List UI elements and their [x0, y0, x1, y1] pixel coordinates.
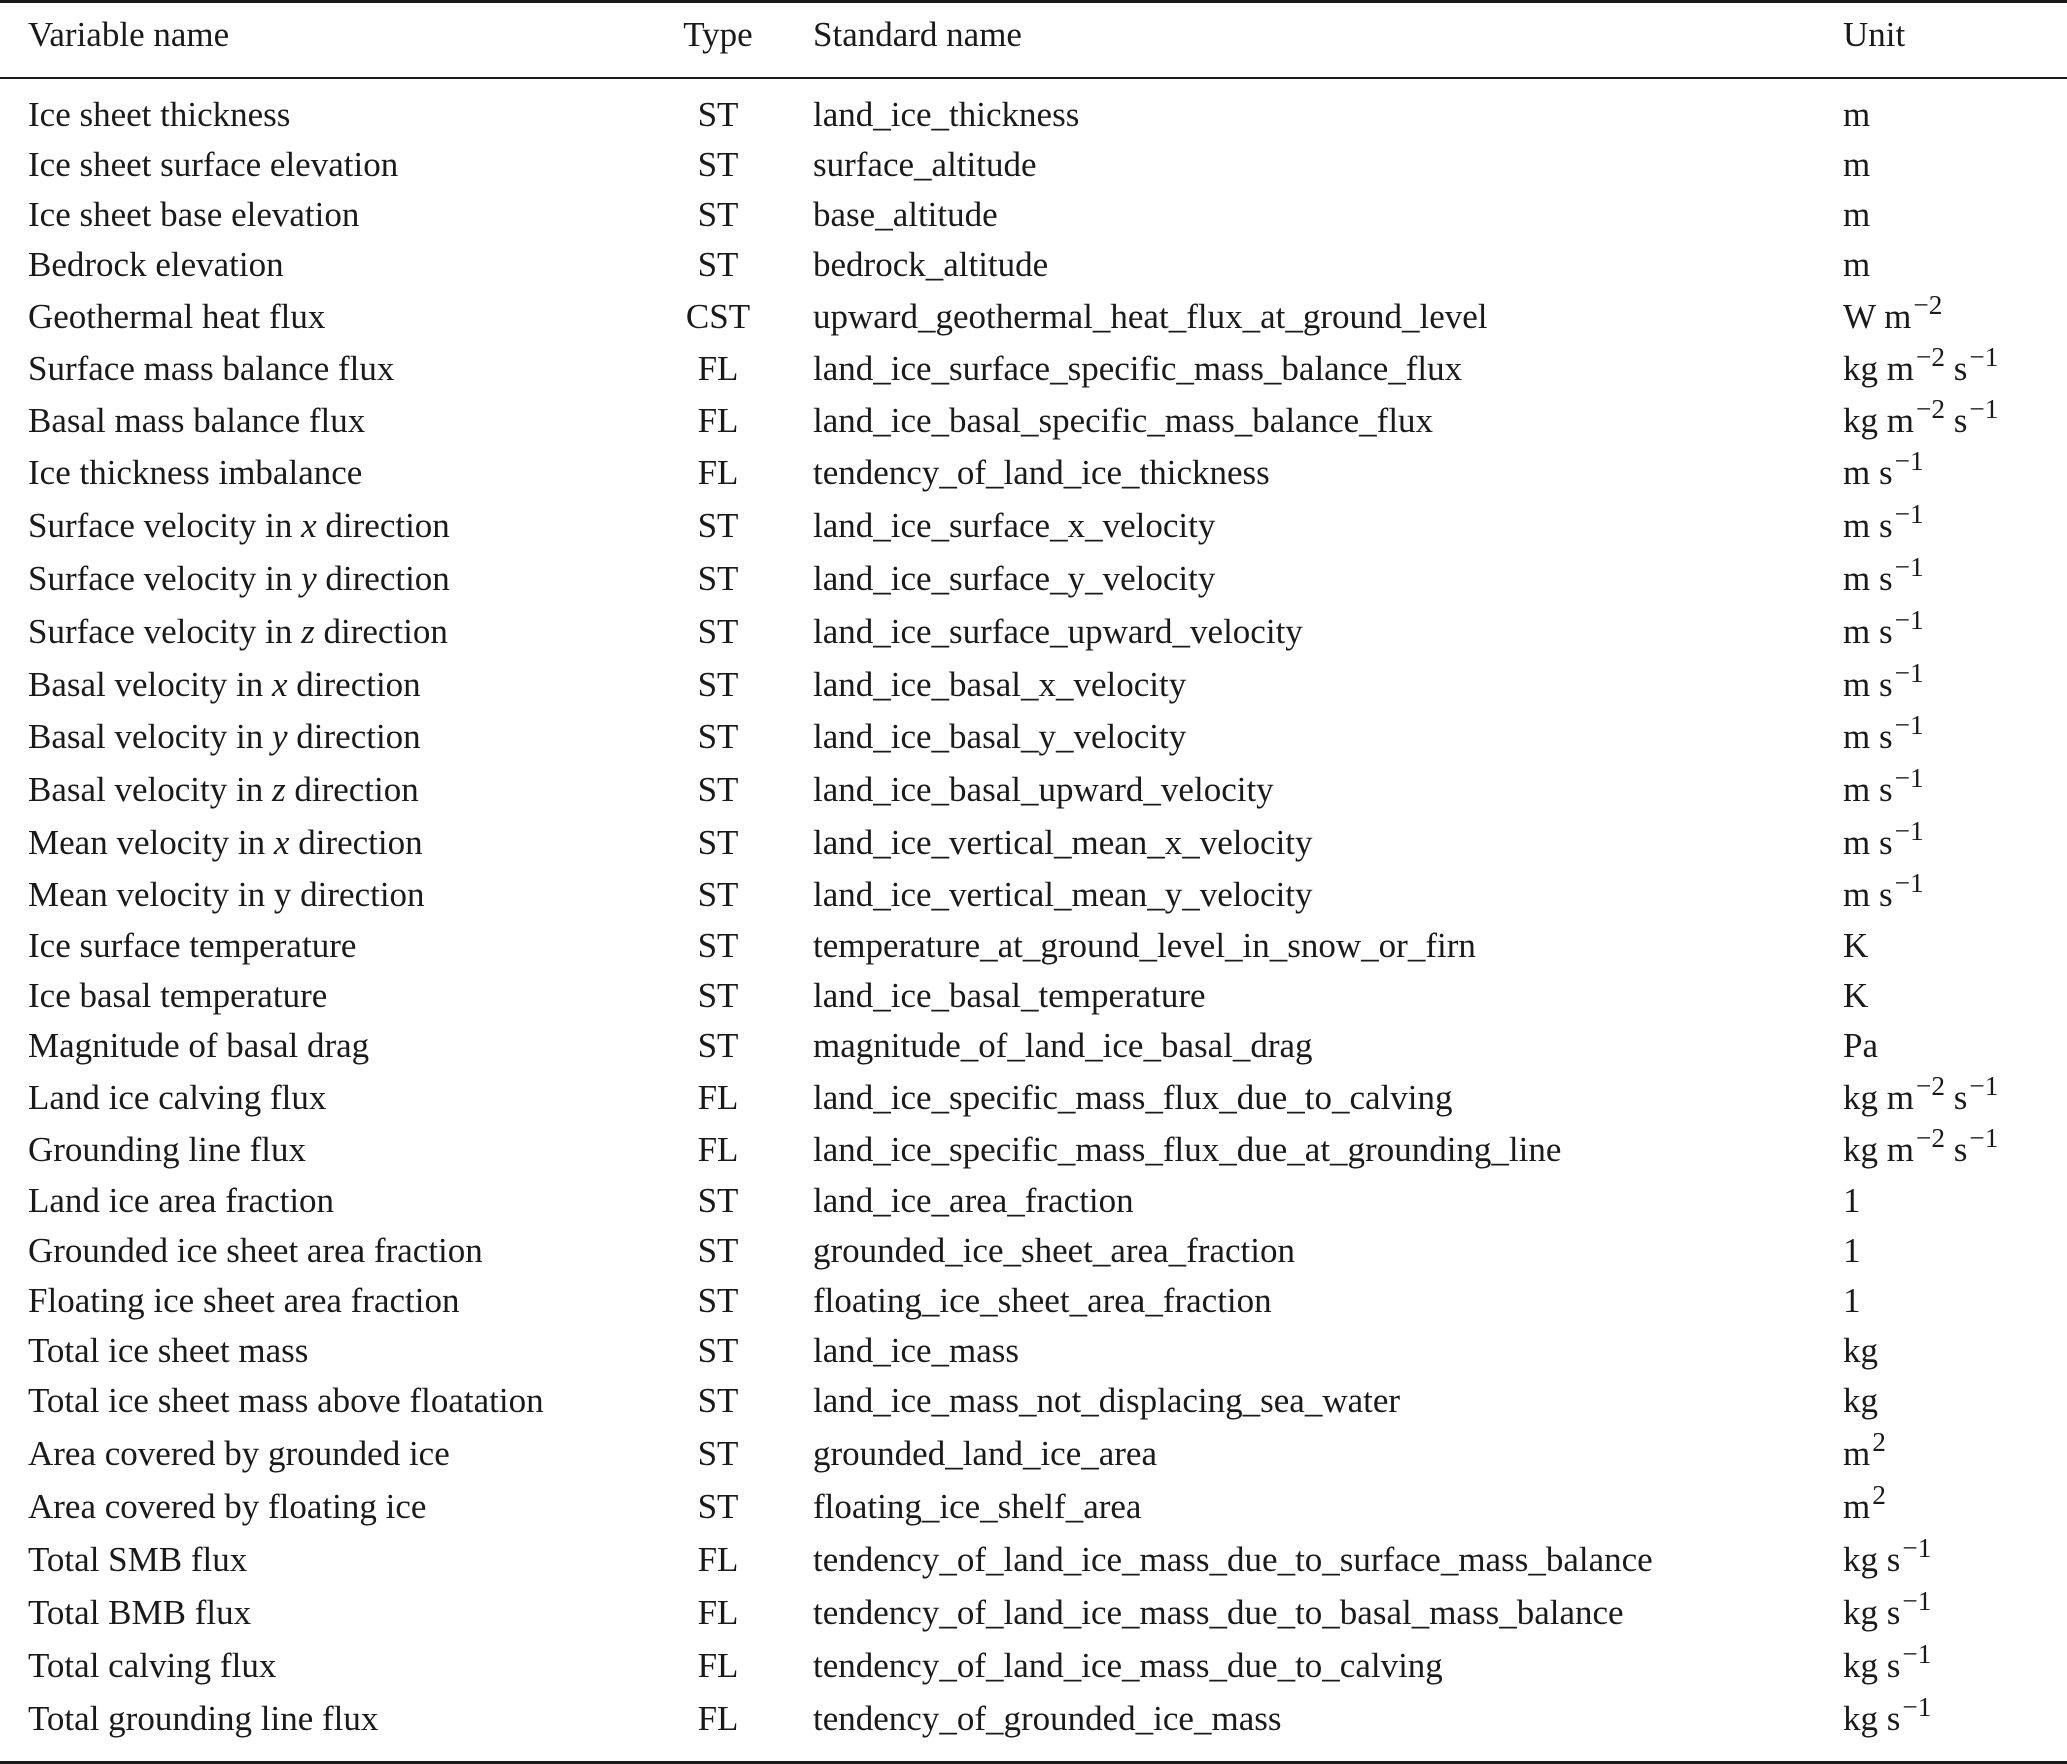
table-header-row — [0, 10, 2067, 60]
unit-cell — [1843, 762, 1924, 817]
type-cell: FL — [697, 401, 739, 440]
table-row — [0, 1638, 2067, 1691]
unit-cell — [1843, 815, 1924, 870]
type-cell: ST — [697, 717, 739, 756]
variable-name-cell — [28, 1429, 450, 1479]
variable-name-cell — [28, 1326, 308, 1376]
table-row — [0, 1326, 2067, 1376]
variable-name-cell — [28, 1125, 306, 1175]
table-row — [0, 762, 2067, 815]
table-row — [0, 445, 2067, 498]
unit-exponent: −1 — [1894, 498, 1924, 529]
standard-name-cell: land_ice_basal_y_velocity — [813, 717, 1187, 756]
standard-name-cell: tendency_of_land_ice_mass_due_to_calving — [813, 1646, 1443, 1685]
unit-text: m — [1843, 1434, 1871, 1473]
unit-cell — [1843, 90, 1870, 140]
type-cell: ST — [697, 1487, 739, 1526]
unit-text-2: s — [1953, 1130, 1968, 1169]
variable-name-text: Ice basal temperature — [28, 976, 328, 1015]
variable-name-cell — [28, 818, 423, 868]
variable-name-text: Floating ice sheet area fraction — [28, 1281, 460, 1320]
variable-name-cell — [28, 501, 450, 551]
variable-name-cell — [28, 765, 419, 815]
variable-name-suffix: direction — [316, 506, 450, 545]
unit-text: kg — [1843, 1381, 1878, 1420]
standard-name-cell: upward_geothermal_heat_flux_at_ground_level — [813, 297, 1488, 336]
variable-name-text: Mean velocity in y direction — [28, 875, 425, 914]
variable-name-text: Area covered by floating ice — [28, 1487, 427, 1526]
unit-cell — [1843, 551, 1924, 606]
type-cell: FL — [697, 1699, 739, 1738]
standard-name-cell: magnitude_of_land_ice_basal_drag — [813, 1026, 1313, 1065]
variable-name-text: Total BMB flux — [28, 1593, 252, 1632]
table-header-rule — [0, 77, 2067, 79]
variable-name-suffix: direction — [314, 612, 448, 651]
unit-text: K — [1843, 926, 1869, 965]
variable-name-cell — [28, 1176, 334, 1226]
header-standard-name: Standard name — [813, 15, 1022, 54]
unit-cell — [1843, 604, 1924, 659]
unit-cell — [1843, 1479, 1886, 1534]
table-row — [0, 1532, 2067, 1585]
unit-text: kg s — [1843, 1699, 1901, 1738]
header-type: Type — [683, 15, 753, 54]
type-cell: ST — [697, 823, 739, 862]
unit-text: m — [1843, 145, 1871, 184]
unit-text: 1 — [1843, 1281, 1861, 1320]
variable-name-text: Bedrock elevation — [28, 245, 284, 284]
unit-cell — [1843, 1276, 1861, 1326]
unit-cell — [1843, 1426, 1886, 1481]
unit-cell — [1843, 1326, 1878, 1376]
unit-cell — [1843, 971, 1868, 1021]
variable-name-text: Total grounding line flux — [28, 1699, 379, 1738]
variable-name-text: Ice surface temperature — [28, 926, 357, 965]
table-row — [0, 1585, 2067, 1638]
unit-text-2: s — [1953, 349, 1968, 388]
table-row — [0, 1479, 2067, 1532]
standard-name-cell: grounded_ice_sheet_area_fraction — [813, 1231, 1295, 1270]
unit-text: m s — [1843, 875, 1893, 914]
unit-text: m — [1843, 95, 1871, 134]
standard-name-cell: land_ice_area_fraction — [813, 1181, 1134, 1220]
unit-exponent-2: −1 — [1969, 1070, 1999, 1101]
table-row — [0, 1021, 2067, 1071]
variable-name-text: Ice sheet surface elevation — [28, 145, 399, 184]
table-row — [0, 140, 2067, 190]
variable-name-cell — [28, 870, 425, 920]
variable-name-cell — [28, 712, 421, 762]
unit-exponent-2: −1 — [1969, 1122, 1999, 1153]
type-cell: FL — [697, 453, 739, 492]
unit-cell — [1843, 1021, 1878, 1071]
unit-text: m s — [1843, 665, 1893, 704]
type-cell: ST — [697, 95, 739, 134]
unit-cell — [1843, 190, 1870, 240]
standard-name-cell: land_ice_specific_mass_flux_due_to_calving — [813, 1078, 1453, 1117]
unit-cell — [1843, 1691, 1932, 1746]
unit-cell — [1843, 445, 1924, 500]
variable-name-text: Total calving flux — [28, 1646, 277, 1685]
variable-name-axis: y — [271, 717, 288, 756]
standard-name-cell: land_ice_basal_temperature — [813, 976, 1206, 1015]
variable-name-text: Surface velocity in — [28, 559, 302, 598]
variable-name-cell — [28, 140, 398, 190]
unit-exponent: −2 — [1913, 289, 1943, 320]
unit-text: 1 — [1843, 1181, 1861, 1220]
unit-text: W m — [1843, 297, 1912, 336]
unit-text: Pa — [1843, 1026, 1878, 1065]
unit-exponent: −1 — [1894, 867, 1924, 898]
unit-text: kg m — [1843, 349, 1914, 388]
unit-text: 1 — [1843, 1231, 1861, 1270]
type-cell: FL — [697, 1130, 739, 1169]
standard-name-cell: land_ice_surface_x_velocity — [813, 506, 1216, 545]
unit-cell — [1843, 140, 1870, 190]
table-row — [0, 604, 2067, 657]
variable-name-axis: z — [301, 612, 315, 651]
type-cell: ST — [697, 1181, 739, 1220]
variable-name-cell — [28, 1641, 276, 1691]
unit-text: m s — [1843, 453, 1893, 492]
type-cell: ST — [697, 1231, 739, 1270]
unit-exponent: −1 — [1894, 551, 1924, 582]
standard-name-cell: bedrock_altitude — [813, 245, 1049, 284]
unit-text: kg s — [1843, 1646, 1901, 1685]
standard-name-cell: temperature_at_ground_level_in_snow_or_firn — [813, 926, 1476, 965]
variable-name-cell — [28, 90, 290, 140]
table-row — [0, 393, 2067, 446]
standard-name-cell: land_ice_surface_specific_mass_balance_flux — [813, 349, 1463, 388]
unit-cell — [1843, 1532, 1932, 1587]
variable-name-text: Land ice calving flux — [28, 1078, 327, 1117]
unit-cell — [1843, 867, 1924, 922]
variable-name-text: Basal velocity in — [28, 665, 272, 704]
variable-name-cell — [28, 554, 450, 604]
standard-name-cell: surface_altitude — [813, 145, 1037, 184]
unit-exponent: 2 — [1872, 1479, 1886, 1510]
unit-exponent: −2 — [1915, 1122, 1946, 1153]
standard-name-cell: land_ice_basal_x_velocity — [813, 665, 1187, 704]
unit-cell — [1843, 657, 1924, 712]
variable-name-suffix: direction — [316, 559, 450, 598]
type-cell: ST — [697, 145, 739, 184]
table-row — [0, 1122, 2067, 1175]
unit-text-2: s — [1953, 401, 1968, 440]
standard-name-cell: floating_ice_shelf_area — [813, 1487, 1142, 1526]
table-row — [0, 341, 2067, 394]
unit-text: m s — [1843, 612, 1893, 651]
type-cell: ST — [697, 612, 739, 651]
standard-name-cell: tendency_of_land_ice_mass_due_to_basal_mass_balance — [813, 1593, 1624, 1632]
variable-name-axis: x — [271, 665, 288, 704]
unit-exponent: −1 — [1902, 1585, 1932, 1616]
header-variable-name: Variable name — [28, 15, 230, 54]
standard-name-cell: land_ice_basal_specific_mass_balance_flux — [813, 401, 1434, 440]
type-cell: ST — [697, 1281, 739, 1320]
variable-name-cell — [28, 344, 394, 394]
table-row — [0, 289, 2067, 342]
type-cell: FL — [697, 349, 739, 388]
unit-exponent: −2 — [1915, 393, 1946, 424]
standard-name-cell: land_ice_surface_upward_velocity — [813, 612, 1303, 651]
type-cell: FL — [697, 1078, 739, 1117]
variable-name-axis: z — [271, 770, 286, 809]
variable-name-suffix: direction — [289, 823, 423, 862]
type-cell: FL — [697, 1593, 739, 1632]
unit-text: kg m — [1843, 401, 1914, 440]
type-cell: ST — [697, 245, 739, 284]
variable-name-cell — [28, 660, 421, 710]
table-row — [0, 1426, 2067, 1479]
table-row — [0, 1276, 2067, 1326]
variable-name-text: Ice thickness imbalance — [28, 453, 363, 492]
variable-name-text: Total SMB flux — [28, 1540, 248, 1579]
variable-name-suffix: direction — [287, 717, 421, 756]
table-row — [0, 921, 2067, 971]
type-cell: ST — [697, 926, 739, 965]
type-cell: ST — [697, 875, 739, 914]
unit-exponent: −1 — [1894, 709, 1924, 740]
unit-cell — [1843, 498, 1924, 553]
unit-text: m s — [1843, 770, 1893, 809]
unit-text: K — [1843, 976, 1869, 1015]
table-row — [0, 190, 2067, 240]
table-row — [0, 657, 2067, 710]
variable-name-cell — [28, 396, 365, 446]
unit-text: m s — [1843, 823, 1893, 862]
unit-cell — [1843, 1585, 1932, 1640]
unit-text: kg s — [1843, 1540, 1901, 1579]
type-cell: ST — [697, 665, 739, 704]
unit-exponent: −1 — [1894, 657, 1924, 688]
variable-name-text: Basal mass balance flux — [28, 401, 366, 440]
variable-name-text: Ice sheet thickness — [28, 95, 291, 134]
type-cell: FL — [697, 1646, 739, 1685]
unit-cell — [1843, 341, 1999, 396]
type-cell: ST — [697, 1434, 739, 1473]
type-cell: ST — [697, 506, 739, 545]
standard-name-cell: land_ice_specific_mass_flux_due_at_grounding_line — [813, 1130, 1562, 1169]
variable-name-cell — [28, 971, 327, 1021]
unit-exponent-2: −1 — [1969, 393, 1999, 424]
unit-exponent: −1 — [1894, 762, 1924, 793]
type-cell: ST — [697, 1026, 739, 1065]
unit-text: kg s — [1843, 1593, 1901, 1632]
table-row — [0, 971, 2067, 1021]
variable-name-cell — [28, 1694, 378, 1744]
variable-name-cell — [28, 1588, 251, 1638]
type-cell: ST — [697, 1381, 739, 1420]
unit-cell — [1843, 921, 1868, 971]
variable-name-suffix: direction — [287, 665, 421, 704]
variable-name-text: Area covered by grounded ice — [28, 1434, 450, 1473]
variable-name-text: Surface velocity in — [28, 506, 302, 545]
standard-name-cell: tendency_of_grounded_ice_mass — [813, 1699, 1282, 1738]
standard-name-cell: tendency_of_land_ice_thickness — [813, 453, 1270, 492]
table-row — [0, 1070, 2067, 1123]
variable-name-text: Basal velocity in — [28, 770, 272, 809]
unit-exponent: 2 — [1872, 1426, 1886, 1457]
unit-cell — [1843, 240, 1870, 290]
table-row — [0, 815, 2067, 868]
unit-text: m s — [1843, 717, 1893, 756]
unit-text: m — [1843, 195, 1871, 234]
type-cell: ST — [697, 770, 739, 809]
table-row — [0, 867, 2067, 920]
variable-name-text: Geothermal heat flux — [28, 297, 326, 336]
standard-name-cell: land_ice_thickness — [813, 95, 1080, 134]
unit-text: kg — [1843, 1331, 1878, 1370]
variable-name-text: Grounding line flux — [28, 1130, 307, 1169]
unit-text: kg m — [1843, 1130, 1914, 1169]
standard-name-cell: land_ice_vertical_mean_y_velocity — [813, 875, 1313, 914]
type-cell: ST — [697, 1331, 739, 1370]
standard-name-cell: land_ice_vertical_mean_x_velocity — [813, 823, 1313, 862]
variable-name-cell — [28, 448, 362, 498]
variable-name-axis: x — [273, 823, 290, 862]
unit-exponent: −2 — [1915, 341, 1946, 372]
variable-name-cell — [28, 1021, 369, 1071]
unit-cell — [1843, 1376, 1878, 1426]
unit-exponent: −1 — [1902, 1532, 1932, 1563]
standard-name-cell: land_ice_mass — [813, 1331, 1020, 1370]
variable-name-cell — [28, 1276, 459, 1326]
standard-name-cell: land_ice_basal_upward_velocity — [813, 770, 1274, 809]
header-unit: Unit — [1843, 15, 1906, 54]
unit-text: m — [1843, 245, 1871, 284]
variable-name-cell — [28, 1073, 326, 1123]
variable-name-text: Total ice sheet mass — [28, 1331, 309, 1370]
unit-cell — [1843, 1638, 1932, 1693]
variable-name-text: Magnitude of basal drag — [28, 1026, 370, 1065]
table-row — [0, 551, 2067, 604]
variable-name-text: Surface velocity in — [28, 612, 302, 651]
unit-cell — [1843, 393, 1999, 448]
unit-exponent: −1 — [1894, 815, 1924, 846]
standard-name-cell: floating_ice_sheet_area_fraction — [813, 1281, 1272, 1320]
unit-cell — [1843, 709, 1924, 764]
table-top-rule — [0, 0, 2067, 3]
standard-name-cell: tendency_of_land_ice_mass_due_to_surface_mass_balance — [813, 1540, 1653, 1579]
variable-name-suffix: direction — [285, 770, 419, 809]
table-row — [0, 1376, 2067, 1426]
variable-name-axis: x — [301, 506, 317, 545]
variable-name-text: Total ice sheet mass above floatation — [28, 1381, 544, 1420]
variable-name-cell — [28, 190, 359, 240]
unit-cell — [1843, 1070, 1999, 1125]
variable-name-cell — [28, 1535, 247, 1585]
unit-exponent: −1 — [1894, 445, 1924, 476]
unit-text: kg m — [1843, 1078, 1914, 1117]
variable-name-text: Ice sheet base elevation — [28, 195, 360, 234]
variable-name-text: Basal velocity in — [28, 717, 272, 756]
variable-name-text: Grounded ice sheet area fraction — [28, 1231, 483, 1270]
standard-name-cell: grounded_land_ice_area — [813, 1434, 1158, 1473]
type-cell: ST — [697, 195, 739, 234]
unit-exponent: −1 — [1902, 1691, 1932, 1722]
type-cell: ST — [697, 976, 739, 1015]
variable-name-cell — [28, 607, 448, 657]
variable-name-cell — [28, 1226, 483, 1276]
variable-name-text: Surface mass balance flux — [28, 349, 395, 388]
type-cell: ST — [697, 559, 739, 598]
variable-name-axis: y — [301, 559, 317, 598]
variable-name-text: Land ice area fraction — [28, 1181, 335, 1220]
standard-name-cell: base_altitude — [813, 195, 998, 234]
variable-name-text: Mean velocity in — [28, 823, 274, 862]
unit-exponent: −1 — [1902, 1638, 1932, 1669]
unit-text: m s — [1843, 559, 1893, 598]
unit-exponent-2: −1 — [1969, 341, 1999, 372]
type-cell: FL — [697, 1540, 739, 1579]
variable-name-cell — [28, 1482, 426, 1532]
table-row — [0, 1226, 2067, 1276]
unit-cell — [1843, 1226, 1861, 1276]
variable-name-cell — [28, 921, 356, 971]
standard-name-cell: land_ice_surface_y_velocity — [813, 559, 1216, 598]
unit-exponent: −2 — [1915, 1070, 1946, 1101]
variable-name-cell — [28, 1376, 544, 1426]
unit-cell — [1843, 289, 1943, 344]
table-row — [0, 498, 2067, 551]
unit-text: m — [1843, 1487, 1871, 1526]
table-row — [0, 709, 2067, 762]
variable-name-cell — [28, 240, 284, 290]
table-row — [0, 1176, 2067, 1226]
type-cell: CST — [685, 297, 751, 336]
unit-text: m s — [1843, 506, 1893, 545]
unit-cell — [1843, 1176, 1861, 1226]
table-row — [0, 240, 2067, 290]
table-row — [0, 1691, 2067, 1744]
table-row — [0, 90, 2067, 140]
unit-exponent: −1 — [1894, 604, 1924, 635]
unit-text-2: s — [1953, 1078, 1968, 1117]
variable-name-cell — [28, 292, 325, 342]
unit-cell — [1843, 1122, 1999, 1177]
standard-name-cell: land_ice_mass_not_displacing_sea_water — [813, 1381, 1401, 1420]
